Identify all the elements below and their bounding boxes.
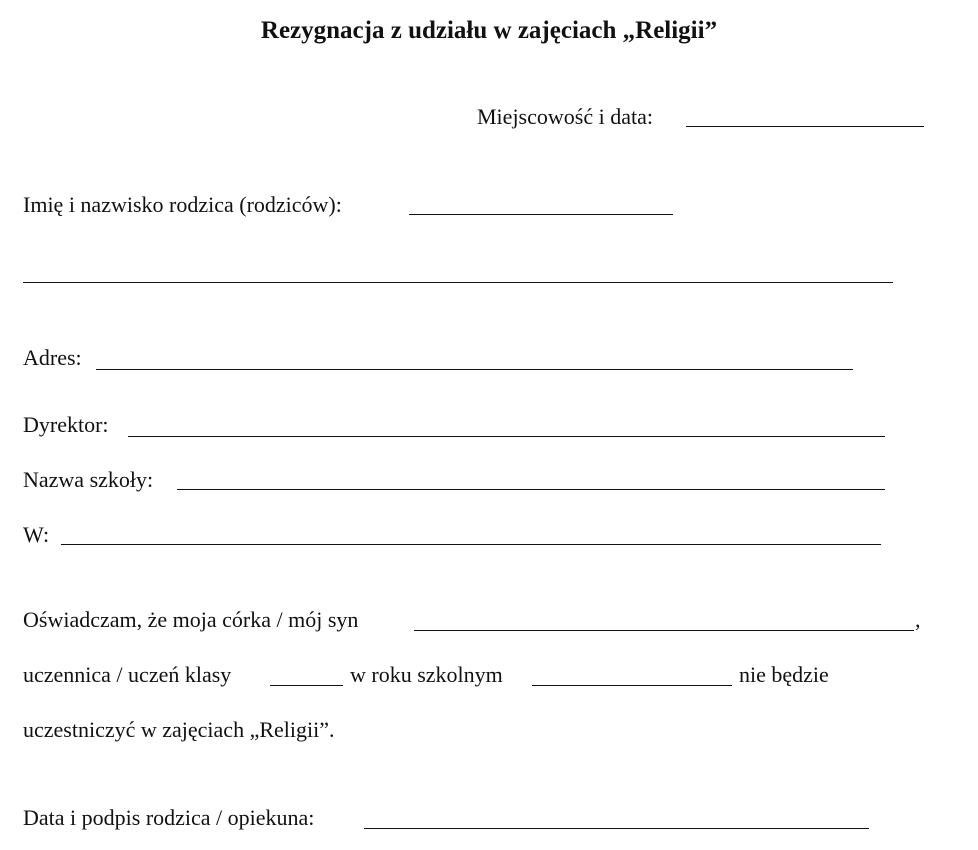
statement-text-2: uczennica / uczeń klasy [23,662,232,687]
location-label: W: [23,522,50,547]
parent-name-label: Imię i nazwisko rodzica (rodziców): [23,192,342,217]
school-name-label: Nazwa szkoły: [23,467,154,492]
parent-name-field[interactable] [409,214,673,215]
place-date-label: Miejscowość i data: [477,104,653,129]
address-label: Adres: [23,345,82,370]
statement-comma: , [915,607,921,632]
place-date-field[interactable] [686,126,924,127]
statement-text-1: Oświadczam, że moja córka / mój syn [23,607,359,632]
director-field[interactable] [128,436,885,437]
statement-text-4: nie będzie [739,662,829,687]
statement-text-3: w roku szkolnym [350,662,503,687]
signature-label: Data i podpis rodzica / opiekuna: [23,805,315,830]
statement-text-5: uczestniczyć w zajęciach „Religii”. [23,717,335,742]
class-field[interactable] [270,685,343,686]
address-field[interactable] [96,369,853,370]
signature-field[interactable] [364,828,869,829]
school-year-field[interactable] [532,685,732,686]
school-name-field[interactable] [177,489,885,490]
document-title: Rezygnacja z udziału w zajęciach „Religii” [260,17,718,44]
child-name-field[interactable] [414,630,914,631]
parent-name-field-continued[interactable] [23,282,893,283]
director-label: Dyrektor: [23,412,109,437]
location-field[interactable] [61,544,881,545]
